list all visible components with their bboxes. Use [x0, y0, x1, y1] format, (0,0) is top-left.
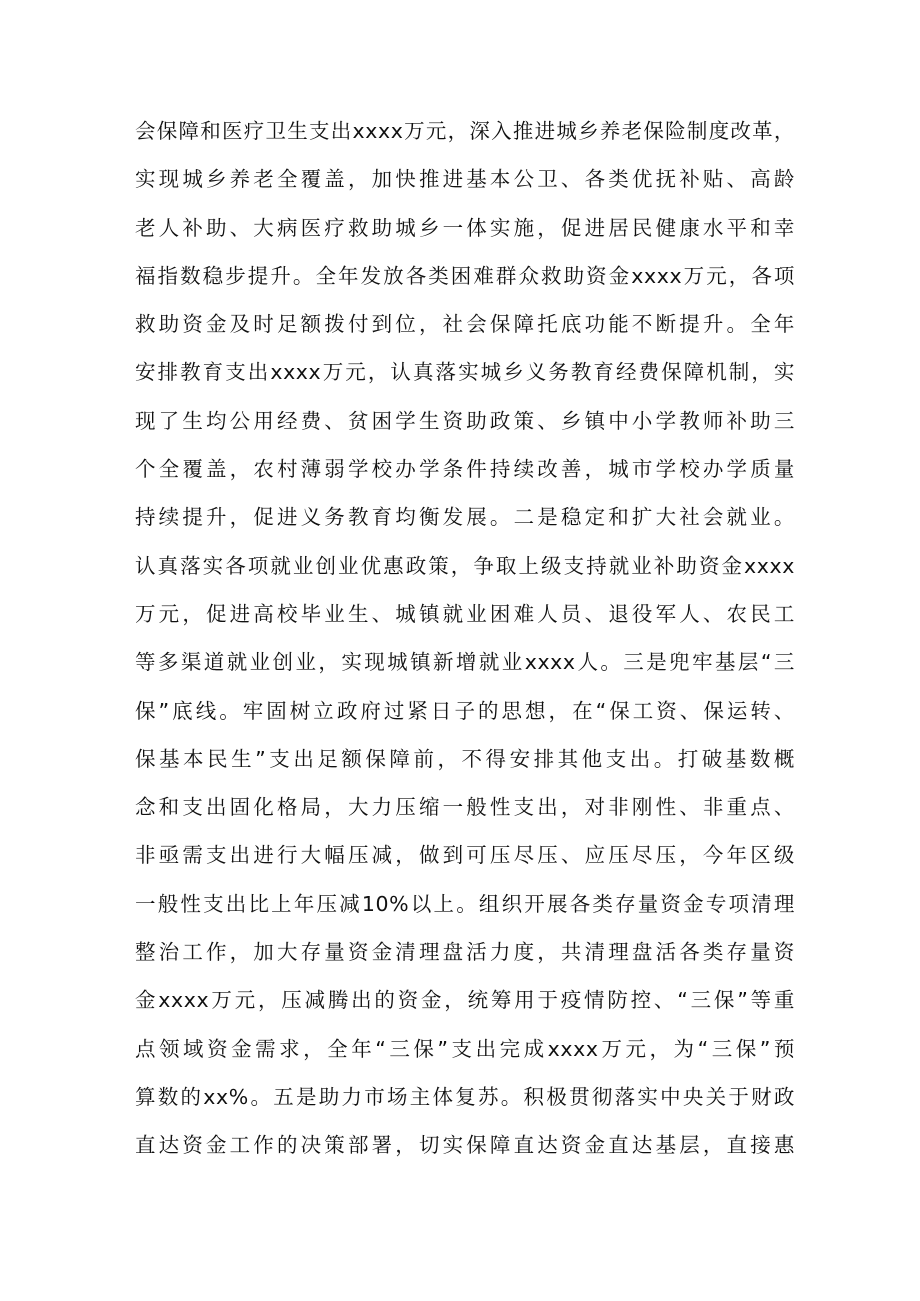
text-line: 持续提升，促进义务教育均衡发展。二是稳定和扩大社会就业。: [135, 505, 795, 530]
text-line: 老人补助、大病医疗救助城乡一体实施，促进居民健康水平和幸: [135, 215, 795, 240]
text-line: 整治工作，加大存量资金清理盘活力度，共清理盘活各类存量资: [135, 940, 795, 965]
text-line: 认真落实各项就业创业优惠政策，争取上级支持就业补助资金xxxx: [135, 553, 795, 578]
text-line: 算数的xx%。五是助力市场主体复苏。积极贯彻落实中央关于财政: [135, 1084, 795, 1109]
text-line: 非亟需支出进行大幅压减，做到可压尽压、应压尽压，今年区级: [135, 843, 795, 868]
text-line: 实现城乡养老全覆盖，加快推进基本公卫、各类优抚补贴、高龄: [135, 167, 795, 192]
text-line: 保基本民生”支出足额保障前，不得安排其他支出。打破基数概: [135, 746, 795, 771]
text-line: 万元，促进高校毕业生、城镇就业困难人员、退役军人、农民工: [135, 601, 795, 626]
text-line: 现了生均公用经费、贫困学生资助政策、乡镇中小学教师补助三: [135, 408, 795, 433]
text-line: 点领域资金需求，全年“三保”支出完成xxxx万元，为“三保”预: [135, 1036, 795, 1061]
text-line: 保”底线。牢固树立政府过紧日子的思想，在“保工资、保运转、: [135, 698, 795, 723]
text-line: 念和支出固化格局，大力压缩一般性支出，对非刚性、非重点、: [135, 795, 795, 820]
text-line: 等多渠道就业创业，实现城镇新增就业xxxx人。三是兜牢基层“三: [135, 650, 795, 675]
text-line: 福指数稳步提升。全年发放各类困难群众救助资金xxxx万元，各项: [135, 263, 795, 288]
text-line: 救助资金及时足额拨付到位，社会保障托底功能不断提升。全年: [135, 312, 795, 337]
text-line: 一般性支出比上年压减10%以上。组织开展各类存量资金专项清理: [135, 891, 795, 916]
text-line: 安排教育支出xxxx万元，认真落实城乡义务教育经费保障机制，实: [135, 360, 795, 385]
text-line: 金xxxx万元，压减腾出的资金，统筹用于疫情防控、“三保”等重: [135, 988, 795, 1013]
body-text: [135, 107, 795, 1170]
text-line: 会保障和医疗卫生支出xxxx万元，深入推进城乡养老保险制度改革，: [135, 119, 795, 143]
text-line: 个全覆盖，农村薄弱学校办学条件持续改善，城市学校办学质量: [135, 457, 795, 482]
text-line: 直达资金工作的决策部署，切实保障直达资金直达基层，直接惠: [135, 1133, 795, 1158]
